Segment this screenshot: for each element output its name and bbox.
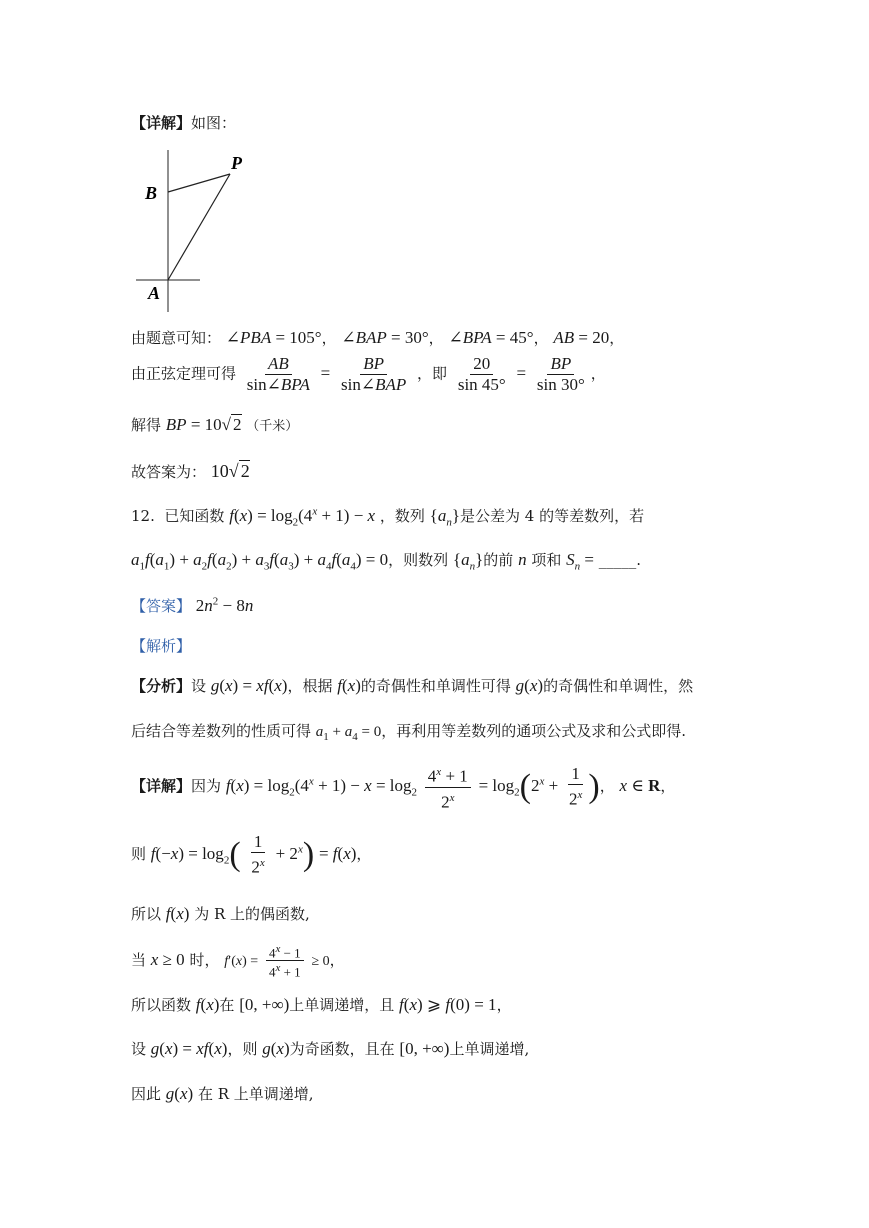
detail-label: 【详解】 — [131, 114, 192, 132]
triangle-figure — [128, 145, 258, 315]
solve-line: 解得 BP = 10√ 2 （千米） — [131, 415, 299, 434]
label-a: A — [148, 283, 161, 303]
answer-label: 【答案】 — [131, 597, 192, 615]
monotone-line: 所以函数 f(x)在 [0, +∞)上单调递增，且 f(x) ⩾ f(0) = 1， — [131, 995, 512, 1014]
detail-intro-text: 如图： — [191, 114, 237, 132]
hence-line: 因此 g(x) 在 R 上单调递增, — [131, 1084, 314, 1103]
fenxi-line1: 【分析】设 g(x) = xf(x)，根据 f(x)的奇偶性和单调性可得 g(x)的奇偶性和单调性，然 — [131, 676, 694, 695]
analysis-label: 【解析】 — [131, 637, 192, 655]
known-line: 由题意可知： ∠PBA = 105°， ∠BAP = 30°， ∠BPA = 45°， AB = 20， — [131, 328, 625, 347]
let-g-line: 设 g(x) = xf(x)，则 g(x)为奇函数，且在 [0, +∞)上单调递增, — [131, 1039, 530, 1058]
analysis-line — [131, 635, 191, 656]
then-line: 则 $f(-x) = \log_2$( $\frac{1}{2^x}$ + $2^x) = f(x)$， — [131, 832, 372, 877]
q12-line2: $a_1f(a_1) + a_2f(a_2) + a_3f(a_3) + a_4f(a_4) = 0$，则数列 $\{a_n\}$的前 n 项和 $S_n$ = _____. — [131, 550, 642, 573]
answer-11-line: 故答案为： 10√ 2 — [131, 461, 250, 481]
answer-line: 【答案】 $2n^2 - 8n$ — [131, 595, 254, 615]
label-p: P — [231, 153, 242, 173]
fenxi-line2: 后结合等差数列的性质可得 $a_1 + a_4 = 0$，再利用等差数列的通项公式及求和公式即得. — [131, 722, 687, 743]
detail-because-line: 【详解】因为 $f(x) = \log_2(4^x + 1) - x = \log_2$ $\frac{4^x + 1}{2^x}$ = $\log_2(2^x$ + $\frac{1}{2^x}$ )， x ∈ R， — [131, 762, 675, 812]
label-b: B — [145, 183, 158, 203]
detail-intro-line — [131, 112, 236, 133]
derivative-line: 当 x ≥ 0 时， f′(x) = $\frac{4^x - 1}{4^x + 1}$ ≥ 0， — [131, 943, 345, 980]
q12-number: 12. — [131, 507, 155, 525]
sine-rule-line: 由正弦定理可得 $\frac{AB}{\text{sin∠BPA}}$ = $\frac{BP}{\text{sin∠BAP}}$ ，即 $\frac{20}{\sin 45^\circ}$ = $\frac{BP}{\sin 30^\circ}$ ， — [131, 354, 606, 394]
q12-line1: 12. 已知函数 $f(x) = \log_2(4^x + 1) - x$ ，数列 $\{a_n\}$是公差为 4 的等差数列，若 — [131, 505, 645, 529]
even-line: 所以 f(x) 为 R 上的偶函数, — [131, 904, 310, 923]
